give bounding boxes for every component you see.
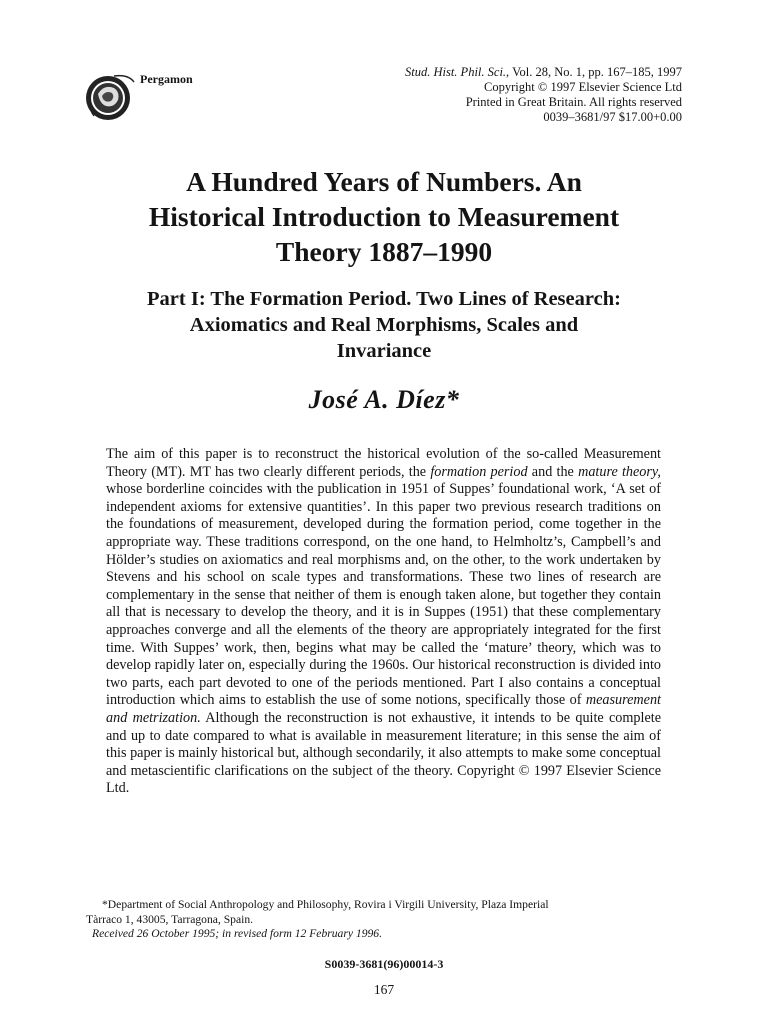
footnote (86, 898, 686, 942)
journal-name: Stud. Hist. Phil. Sci. (405, 65, 507, 79)
paper-subtitle (60, 286, 708, 364)
title-line: A Hundred Years of Numbers. An (186, 166, 582, 197)
affiliation-line: *Department of Social Anthropology and Philosophy, Rovira i Virgili University, Plaza Imperial (102, 898, 549, 911)
subtitle-line: Part I: The Formation Period. Two Lines of Research: (147, 288, 621, 310)
paper-title (60, 164, 708, 269)
abstract-text: The aim of this paper is to reconstruct the historical evolution of the so-called Measurement Theory (MT). MT has two clearly different periods, the (106, 446, 661, 480)
abstract-emphasis: formation period (430, 463, 528, 480)
title-line: Theory 1887–1990 (275, 236, 493, 267)
abstract-emphasis: measurement and metrization. (106, 692, 661, 726)
abstract-emphasis: mature theory, (578, 463, 661, 480)
copyright-line: Copyright © 1997 Elsevier Science Ltd (484, 80, 682, 94)
page-number: 167 (373, 982, 395, 997)
journal-details: , Vol. 28, No. 1, pp. 167–185, 1997 (506, 65, 682, 79)
doi-code: S0039-3681(96)00014-3 (324, 957, 444, 971)
price-line: 0039–3681/97 $17.00+0.00 (543, 110, 682, 124)
printed-line: Printed in Great Britain. All rights reserved (465, 95, 682, 109)
abstract-text: whose borderline coincides with the publication in 1951 of Suppes’ foundational work, ‘A set of independent axioms for extensive quantities’. In this paper two previous research traditions on the foundations of measurement, developed during the formation period, come together in the appropriate way. These traditions correspond, on the one hand, to Helmholtz’s, Campbell’s and Hölder’s studies on axiomatics and real morphisms and, on the other, to the work undertaken by Stevens and his school on scale types and transformations. These two lines of research are complementary in the sense that neither of them is enough taken alone, but together they contain all that is necessary to develop the theory, and it is in Suppes (1951) that these complementary approaches converge and all the elements of the theory are appropriately integrated for the first time. With Suppes’ work, then, begins what may be called the ‘mature’ theory, which was to develop rapidly later on, especially during the 1960s. Our historical reconstruction is divided into two parts, each part devoted to one of the periods mentioned. Part I also contains a conceptual introduction which aims to establish the use of some notions, specifically those of (106, 481, 661, 709)
abstract (106, 446, 661, 798)
subtitle-line: Invariance (336, 340, 432, 362)
affiliation-line: Tàrraco 1, 43005, Tarragona, Spain. (86, 912, 254, 926)
journal-info (405, 65, 682, 125)
subtitle-line: Axiomatics and Real Morphisms, Scales and (189, 314, 579, 336)
pergamon-logo-icon (84, 68, 136, 124)
title-line: Historical Introduction to Measurement (148, 201, 620, 232)
journal-citation (405, 65, 682, 80)
abstract-text: Although the reconstruction is not exhaustive, it intends to be quite complete and up to date compared to what is available in measurement literature; in this sense the aim of this paper is mainly historical but, although secondarily, it also attempts to make some conceptual and metascientific clarifications on the subject of the theory. Copyright © 1997 Elsevier Science Ltd. (106, 709, 661, 797)
received-dates: Received 26 October 1995; in revised form 12 February 1996. (92, 927, 382, 940)
abstract-text: and the (527, 463, 579, 480)
author-name: José A. Díez* (308, 385, 460, 414)
publisher-name: Pergamon (140, 72, 193, 86)
